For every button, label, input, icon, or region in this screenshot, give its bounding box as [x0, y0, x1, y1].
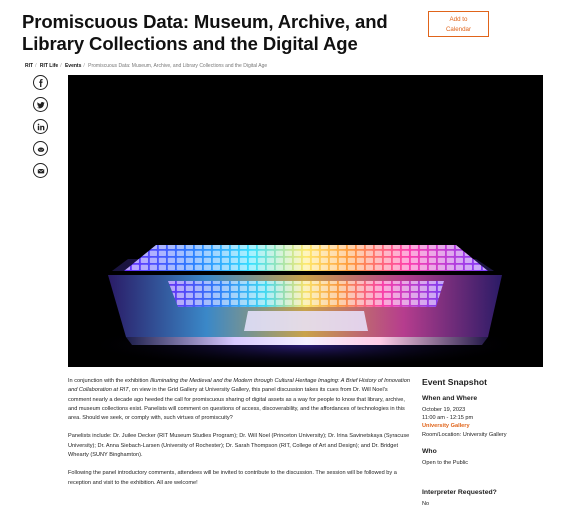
room-location: Room/Location: University Gallery	[422, 431, 507, 438]
share-email-button[interactable]	[33, 163, 48, 178]
share-reddit-button[interactable]	[33, 141, 48, 156]
email-icon	[37, 167, 45, 175]
page-title: Promiscuous Data: Museum, Archive, and Library Collections and the Digital Age	[22, 11, 388, 54]
add-to-calendar-button[interactable]: Add to Calendar	[428, 11, 489, 37]
event-time: 11:00 am - 12:15 pm	[422, 415, 474, 422]
share-linkedin-button[interactable]	[33, 119, 48, 134]
when-where-section	[422, 395, 542, 439]
laptop-illustration	[68, 75, 543, 367]
breadcrumb-events[interactable]: Events	[64, 63, 82, 69]
reddit-icon	[37, 145, 45, 153]
exhibition-title: Illuminating the Medieval and the Modern through Cultural Heritage Imaging: A Brief History of Innovation and Collaboration at RIT	[68, 378, 410, 394]
facebook-icon	[37, 79, 45, 87]
who-section	[422, 448, 542, 467]
share-twitter-button[interactable]	[33, 97, 48, 112]
description-paragraph-3: Following the panel introductory comments, attendees will be invited to contribute to the discussion. The session will be followed by a reception and visit to the exhibition. All are welcome!	[68, 470, 397, 486]
who-value: Open to the Public	[422, 459, 469, 466]
description-paragraph-1: In conjunction with the exhibition Illuminating the Medieval and the Modern through Cultural Heritage Imaging: A Brief History of Innovation and Collaboration at RIT, on view in the Grid Gallery at University Gallery, this panel discussion takes its cues from Dr. Will Noel's comment nearly a decade ago heeded the call for promiscuous sharing of digital assets as a way for people to know that library, archive, and museum collections exist. Panelists will comment on questions of access, discoverability, and the affordances of technologies in this area. Should we seek, or comply with, such virtues of promiscuity?	[68, 378, 410, 422]
breadcrumb-current: Promiscuous Data: Museum, Archive, and Library Collections and the Digital Age	[88, 63, 268, 69]
event-date: October 19, 2023	[422, 407, 466, 413]
breadcrumb-rit[interactable]: RIT	[25, 63, 34, 69]
when-where-heading: When and Where	[422, 395, 478, 402]
breadcrumb-rit-life[interactable]: RIT Life	[39, 63, 59, 69]
linkedin-icon	[37, 123, 45, 131]
share-facebook-button[interactable]	[33, 75, 48, 90]
hero-image-laptop	[68, 75, 543, 367]
share-bar	[33, 75, 49, 185]
who-heading: Who	[422, 447, 437, 455]
snapshot-title: Event Snapshot	[422, 377, 487, 387]
event-description	[68, 377, 412, 497]
interpreter-value: No	[422, 501, 430, 508]
event-snapshot	[422, 377, 542, 517]
twitter-icon	[37, 101, 45, 109]
location-link[interactable]: University Gallery	[422, 423, 470, 430]
interpreter-heading: Interpreter Requested?	[422, 489, 497, 497]
description-paragraph-2: Panelists include: Dr. Juilee Decker (RIT Museum Studies Program); Dr. Will Noel (Princeton University); Dr. Irina Savinetskaya (Syracuse University); Dr. Anna Siebach-Larsen (University of Rochester); Dr. Sarah Thompson (RIT, College of Art and Design); and Dr. Bridget Whearty (SUNY Binghamton).	[68, 433, 410, 459]
interpreter-section	[422, 489, 542, 508]
breadcrumb: RIT / RIT Life / Events / Promiscuous Data: Museum, Archive, and Library Collections and the Digital Age	[25, 63, 268, 69]
